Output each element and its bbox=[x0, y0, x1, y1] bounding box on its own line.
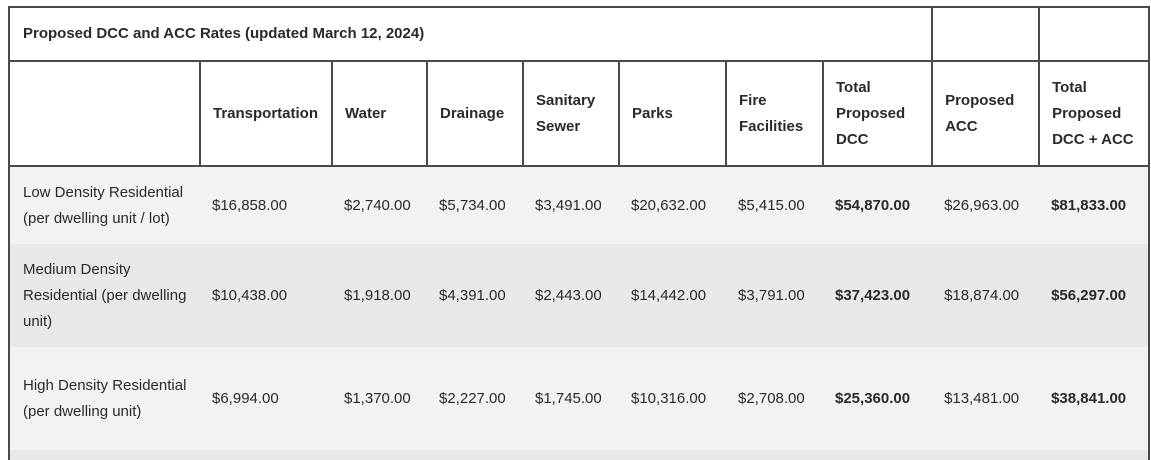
table-row bbox=[9, 347, 1149, 450]
header-empty bbox=[9, 61, 200, 166]
cell-proposed-acc: $18,874.00 bbox=[932, 244, 1039, 347]
row-label: High Density Residential (per dwelling unit) bbox=[9, 347, 200, 450]
partial-cell bbox=[523, 450, 619, 460]
partial-cell bbox=[932, 450, 1039, 460]
header-drainage: Drainage bbox=[427, 61, 523, 166]
cell-proposed-acc: $26,963.00 bbox=[932, 166, 1039, 244]
header-water: Water bbox=[332, 61, 427, 166]
partial-cell bbox=[332, 450, 427, 460]
cell-drainage: $2,227.00 bbox=[427, 347, 523, 450]
cell-parks: $20,632.00 bbox=[619, 166, 726, 244]
cell-transportation: $6,994.00 bbox=[200, 347, 332, 450]
cell-water: $1,370.00 bbox=[332, 347, 427, 450]
cell-total-dcc: $37,423.00 bbox=[823, 244, 932, 347]
cell-total-dcc-acc: $81,833.00 bbox=[1039, 166, 1149, 244]
row-label: Medium Density Residential (per dwelling unit) bbox=[9, 244, 200, 347]
cell-sanitary-sewer: $1,745.00 bbox=[523, 347, 619, 450]
cell-drainage: $5,734.00 bbox=[427, 166, 523, 244]
cell-water: $2,740.00 bbox=[332, 166, 427, 244]
cell-total-dcc: $54,870.00 bbox=[823, 166, 932, 244]
header-parks: Parks bbox=[619, 61, 726, 166]
cell-parks: $14,442.00 bbox=[619, 244, 726, 347]
table-header-row bbox=[9, 61, 1149, 166]
header-total-proposed-dcc: Total Proposed DCC bbox=[823, 61, 932, 166]
header-fire-facilities: Fire Facilities bbox=[726, 61, 823, 166]
partial-cell bbox=[9, 450, 200, 460]
partial-cell bbox=[619, 450, 726, 460]
table-row bbox=[9, 244, 1149, 347]
cell-water: $1,918.00 bbox=[332, 244, 427, 347]
cell-total-dcc: $25,360.00 bbox=[823, 347, 932, 450]
cell-fire-facilities: $3,791.00 bbox=[726, 244, 823, 347]
title-empty-cell bbox=[1039, 7, 1149, 61]
partial-cell bbox=[1039, 450, 1149, 460]
table-row-partial bbox=[9, 450, 1149, 460]
cell-sanitary-sewer: $3,491.00 bbox=[523, 166, 619, 244]
row-label: Low Density Residential (per dwelling unit / lot) bbox=[9, 166, 200, 244]
table-title: Proposed DCC and ACC Rates (updated March 12, 2024) bbox=[9, 7, 932, 61]
partial-cell bbox=[427, 450, 523, 460]
dcc-acc-rates-table bbox=[8, 6, 1150, 460]
title-empty-cell bbox=[932, 7, 1039, 61]
cell-fire-facilities: $5,415.00 bbox=[726, 166, 823, 244]
cell-proposed-acc: $13,481.00 bbox=[932, 347, 1039, 450]
partial-cell bbox=[823, 450, 932, 460]
partial-cell bbox=[726, 450, 823, 460]
cell-total-dcc-acc: $56,297.00 bbox=[1039, 244, 1149, 347]
header-proposed-acc: Proposed ACC bbox=[932, 61, 1039, 166]
cell-parks: $10,316.00 bbox=[619, 347, 726, 450]
header-total-dcc-acc: Total Proposed DCC + ACC bbox=[1039, 61, 1149, 166]
header-transportation: Transportation bbox=[200, 61, 332, 166]
cell-transportation: $16,858.00 bbox=[200, 166, 332, 244]
cell-total-dcc-acc: $38,841.00 bbox=[1039, 347, 1149, 450]
rates-table-container bbox=[8, 6, 1148, 460]
cell-transportation: $10,438.00 bbox=[200, 244, 332, 347]
table-row bbox=[9, 166, 1149, 244]
cell-sanitary-sewer: $2,443.00 bbox=[523, 244, 619, 347]
partial-cell bbox=[200, 450, 332, 460]
header-sanitary-sewer: Sanitary Sewer bbox=[523, 61, 619, 166]
cell-fire-facilities: $2,708.00 bbox=[726, 347, 823, 450]
table-title-row bbox=[9, 7, 1149, 61]
cell-drainage: $4,391.00 bbox=[427, 244, 523, 347]
